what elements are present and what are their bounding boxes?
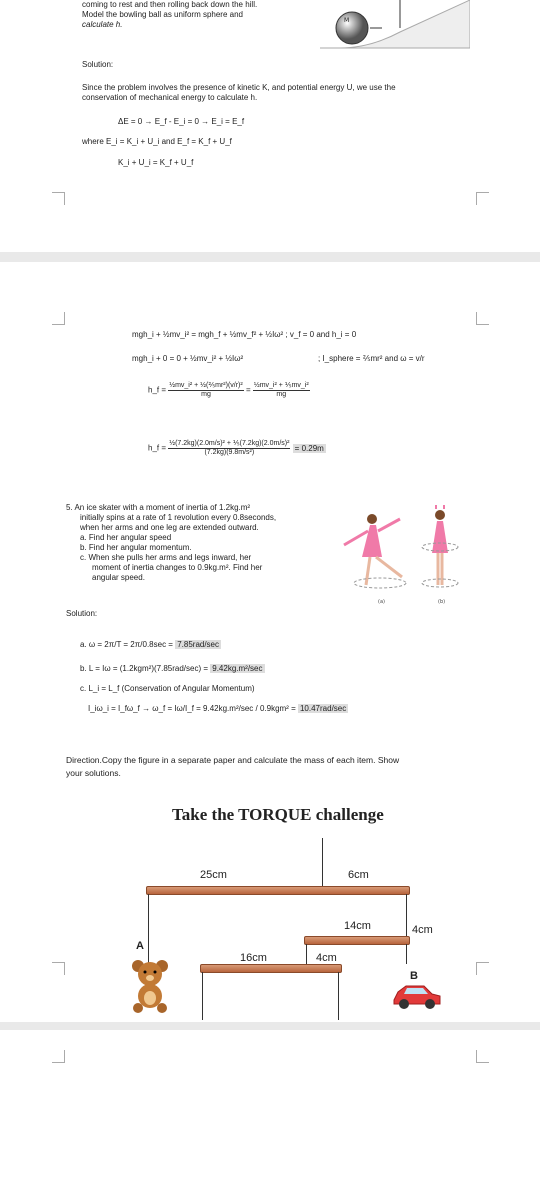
- explanation-line-2: conservation of mechanical energy to calculate h.: [82, 93, 258, 102]
- distance-4cm-right: 4cm: [412, 924, 433, 936]
- string-to-car: [406, 944, 407, 964]
- height-lhs: h_f =: [148, 385, 167, 395]
- page-corner-mark: [52, 1050, 65, 1063]
- equation-height-numeric: [148, 440, 326, 457]
- direction-line-1: Direction.Copy the figure in a separate paper and calculate the mass of each item. Show: [66, 755, 400, 765]
- page-corner-mark: [476, 1050, 489, 1063]
- explanation-line-1: Since the problem involves the presence of kinetic K, and potential energy U, we use the: [82, 83, 396, 92]
- top-beam: [146, 886, 410, 895]
- page-corner-mark: [52, 192, 65, 205]
- height-result: = 0.29m: [294, 443, 324, 453]
- intro-line-3: calculate h.: [82, 20, 123, 29]
- distance-6cm: 6cm: [348, 869, 369, 881]
- solution-b: [80, 664, 265, 674]
- top-support-string: [322, 838, 323, 888]
- direction-line-2: your solutions.: [66, 768, 121, 778]
- object-label-b: B: [410, 970, 418, 982]
- height-lhs: h_f =: [148, 443, 167, 453]
- document-page-3: [0, 1030, 540, 1200]
- ice-skater-figure: [340, 505, 470, 605]
- problem-5-part-c-2: moment of inertia changes to 0.9kg.m². Find her: [92, 563, 263, 572]
- string-to-bottom-beam: [306, 944, 307, 964]
- bowling-ball: [336, 12, 368, 44]
- solution-label-1: Solution:: [82, 60, 114, 69]
- torque-challenge-title: Take the TORQUE challenge: [172, 805, 384, 824]
- equation-energy-balance: K_i + U_i = K_f + U_f: [118, 158, 194, 167]
- problem-5-part-c-3: angular speed.: [92, 573, 145, 582]
- fraction-numerator: ½(7.2kg)(2.0m/s)² + ⅕(7.2kg)(2.0m/s)²: [169, 440, 290, 447]
- problem-5-part-a: a. Find her angular speed: [80, 533, 172, 542]
- fraction-numerator: ½mv_i² + ⅕mv_i²: [253, 382, 309, 389]
- page-corner-mark: [476, 192, 489, 205]
- solution-c-result: 10.47rad/sec: [299, 704, 347, 713]
- equation-energy-change: ΔE = 0 → E_f - E_i = 0 → E_i = E_f: [118, 117, 245, 126]
- problem-5-line-3: when her arms and one leg are extended outward.: [80, 523, 259, 532]
- skater-extended: [344, 514, 406, 588]
- equals-sign: =: [245, 385, 251, 395]
- document-page-1: [0, 0, 540, 252]
- intro-line-1: coming to rest and then rolling back down the hill.: [82, 0, 258, 9]
- figure-label-b: (b): [438, 599, 446, 605]
- string-to-bear: [148, 894, 149, 964]
- ball-mass-label: M: [344, 17, 350, 24]
- solution-b-formula: b. L = Iω = (1.2kgm²)(7.85rad/sec) =: [80, 664, 209, 673]
- solution-a-formula: a. ω = 2π/T = 2π/0.8sec =: [80, 640, 173, 649]
- equation-energy-substituted: mgh_i + 0 = 0 + ½mv_i² + ½Iω²: [132, 354, 244, 363]
- middle-beam: [304, 936, 410, 945]
- bottom-beam-right-string: [338, 972, 339, 1020]
- hill-ball-figure: [320, 0, 470, 50]
- distance-4cm-bottom: 4cm: [316, 952, 337, 964]
- height-numeric-fraction: [168, 440, 290, 457]
- equation-energy-definitions: where E_i = K_i + U_i and E_f = K_f + U_f: [82, 137, 232, 146]
- solution-c: c. L_i = L_f (Conservation of Angular Momentum): [80, 684, 255, 693]
- fraction-numerator: ½mv_i² + ½(⅖mr²)(v/r)²: [169, 382, 243, 389]
- page-corner-mark: [476, 312, 489, 325]
- equation-energy-conservation: mgh_i + ½mv_i² = mgh_f + ½mv_f² + ½Iω² ; v_f = 0 and h_i = 0: [132, 330, 357, 339]
- equation-sphere-inertia-note: ; I_sphere = ⅖mr² and ω = v/r: [318, 354, 425, 363]
- red-car-icon: [390, 982, 442, 1010]
- solution-label-2: Solution:: [66, 609, 98, 618]
- fraction-denominator: mg: [201, 391, 211, 398]
- string-to-middle-beam: [406, 894, 407, 936]
- distance-16cm: 16cm: [240, 952, 267, 964]
- problem-5-line-1: 5. An ice skater with a moment of inertia of 1.2kg.m²: [66, 503, 251, 512]
- fraction-denominator: mg: [276, 391, 287, 398]
- height-fraction-2: [253, 382, 310, 399]
- teddy-bear-icon: [130, 958, 170, 1014]
- problem-5-part-c-1: c. When she pulls her arms and legs inward, her: [80, 553, 252, 562]
- object-label-a: A: [136, 940, 144, 952]
- solution-c-formula: I_iω_i = I_fω_f → ω_f = Iω/I_f = 9.42kg.m²/sec / 0.9kgm² =: [88, 704, 296, 713]
- page-corner-mark: [52, 312, 65, 325]
- solution-a: [80, 640, 221, 650]
- intro-line-2: Model the bowling ball as uniform sphere and: [82, 10, 243, 19]
- solution-b-result: 9.42kg.m²/sec: [212, 664, 263, 673]
- problem-5-part-b: b. Find her angular momentum.: [80, 543, 192, 552]
- bottom-beam-left-string: [202, 972, 203, 1020]
- problem-5-line-2: initially spins at a rate of 1 revolution every 0.8seconds,: [80, 513, 277, 522]
- page-corner-mark: [476, 962, 489, 975]
- distance-25cm: 25cm: [200, 869, 227, 881]
- solution-c-2: [88, 704, 348, 714]
- bottom-beam: [200, 964, 342, 973]
- equation-height-derivation: [148, 382, 310, 399]
- fraction-denominator: (7.2kg)(9.8m/s²): [204, 449, 255, 456]
- skater-pulled-in: [422, 505, 458, 587]
- page-corner-mark: [52, 962, 65, 975]
- distance-14cm: 14cm: [344, 920, 371, 932]
- height-fraction-1: [168, 382, 243, 399]
- figure-label-a: (a): [378, 599, 385, 605]
- solution-a-result: 7.85rad/sec: [177, 640, 220, 649]
